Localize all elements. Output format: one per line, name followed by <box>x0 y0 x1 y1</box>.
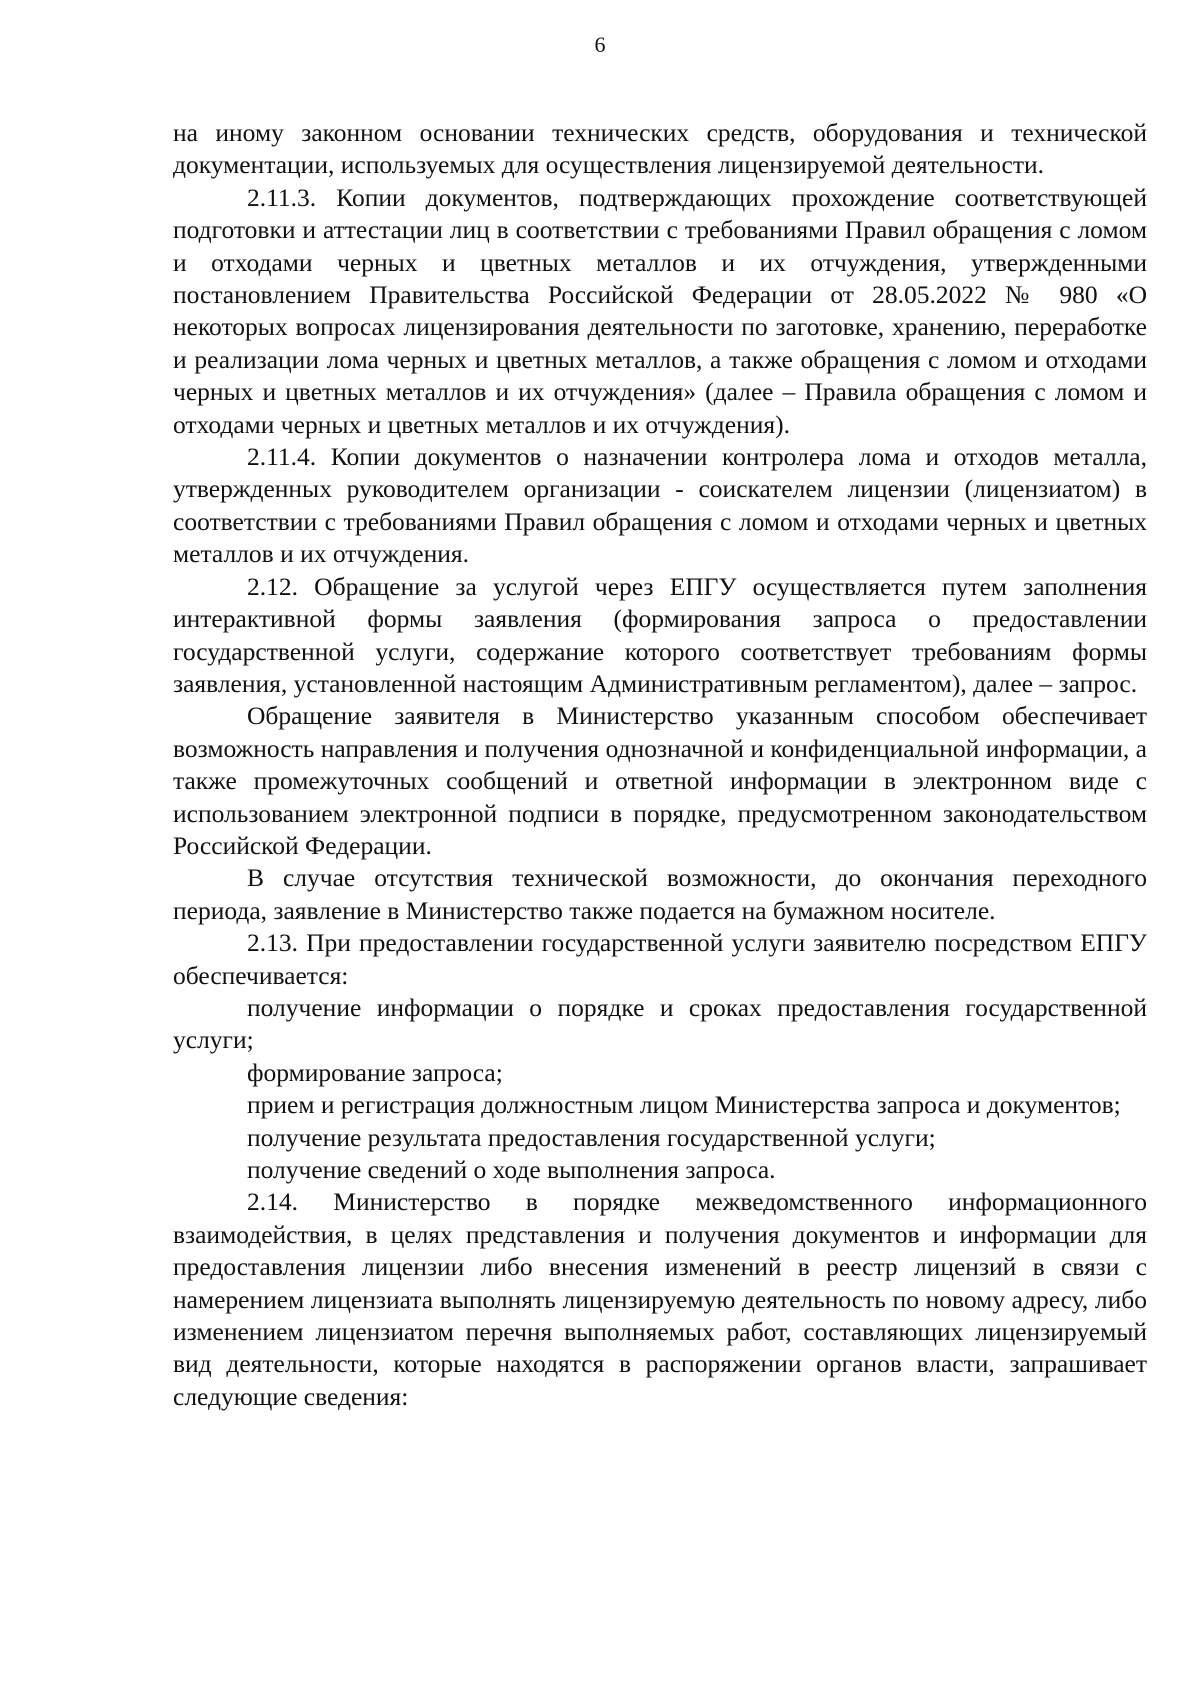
document-body <box>173 117 1147 1413</box>
list-item-information: получение информации о порядке и сроках предоставления государственной услуги; <box>173 992 1147 1055</box>
list-item-request-formation: формирование запроса; <box>247 1057 503 1087</box>
paragraph-2-13: 2.13. При предоставлении государственной услуги заявителю посредством ЕПГУ обеспечивается: <box>173 928 1147 990</box>
paragraph-paper-submission: В случае отсутствия технической возможности, до окончания переходного периода, заявление в Министерство также подается на бумажном носителе. <box>173 863 1147 925</box>
page-number: 6 <box>594 32 606 57</box>
paragraph-technical-means: на иному законном основании технических средств, оборудования и технической документации, используемых для осуществления лицензируемой деятельности. <box>173 118 1147 180</box>
paragraph-2-11-3: 2.11.3. Копии документов, подтверждающих прохождение соответствующей подготовки и аттестации лиц в соответствии с требованиями Правил обращения с ломом и отходами черных и цветных металлов и их отчуждения, утвержденными постановлением Правительства Российской Федерации от 28.05.2022 № 980 «О некоторых вопросах лицензирования деятельности по заготовке, хранению, переработке и реализации лома черных и цветных металлов, а также обращения с ломом и отходами черных и цветных металлов и их отчуждения» (далее – Правила обращения с ломом и отходами черных и цветных металлов и их отчуждения). <box>173 182 1147 439</box>
list-item-registration: прием и регистрация должностным лицом Министерства запроса и документов; <box>247 1090 1121 1120</box>
paragraph-2-14: 2.14. Министерство в порядке межведомственного информационного взаимодействия, в целях представления и получения документов и информации для предоставления лицензии либо внесения изменений в реестр лицензий в связи с намерением лицензиата выполнять лицензируемую деятельность по новому адресу, либо изменением лицензиатом перечня выполняемых работ, составляющих лицензируемый вид деятельности, которые находятся в распоряжении органов власти, запрашивает следующие сведения: <box>173 1187 1147 1411</box>
paragraph-2-12: 2.12. Обращение за услугой через ЕПГУ осуществляется путем заполнения интерактивной формы заявления (формирования запроса о предоставлении государственной услуги, содержание которого соответствует требованиям формы заявления, установленной настоящим Административным регламентом), далее – запрос. <box>173 571 1147 698</box>
paragraph-2-11-4: 2.11.4. Копии документов о назначении контролера лома и отходов металла, утвержденных руководителем организации - соискателем лицензии (лицензиатом) в соответствии с требованиями Правил обращения с ломом и отходами черных и цветных металлов и их отчуждения. <box>173 442 1147 569</box>
list-item-status: получение сведений о ходе выполнения запроса. <box>247 1155 776 1184</box>
paragraph-applicant-appeal: Обращение заявителя в Министерство указанным способом обеспечивает возможность направления и получения однозначной и конфиденциальной информации, а также промежуточных сообщений и ответной информации в электронном виде с использованием электронной подписи в порядке, предусмотренном законодательством Российской Федерации. <box>173 701 1147 860</box>
list-item-result: получение результата предоставления государственной услуги; <box>247 1122 936 1152</box>
